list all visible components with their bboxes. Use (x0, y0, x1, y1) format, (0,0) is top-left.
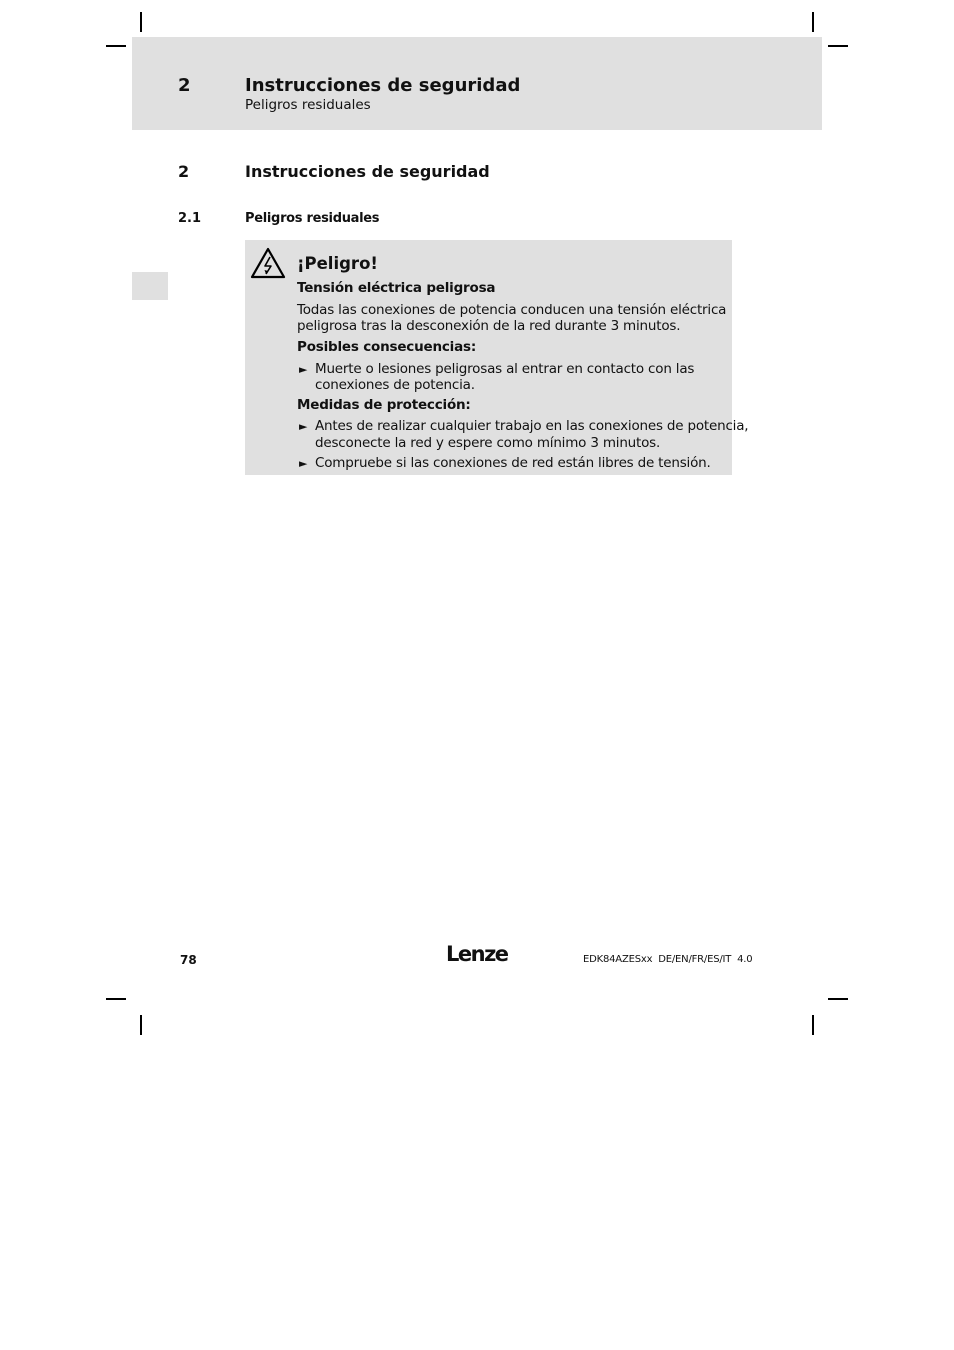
crop-mark-bottom-right-horizontal (828, 998, 848, 1000)
protection-1-line-2: desconecte la red y espere como mínimo 3 minutos. (315, 435, 661, 451)
side-tab-marker (132, 272, 168, 300)
protection-1-line-1: Antes de realizar cualquier trabajo en las conexiones de potencia, (315, 418, 749, 434)
crop-mark-top-right-horizontal (828, 45, 848, 47)
hazard-text-line-2: peligrosa tras la desconexión de la red durante 3 minutos. (297, 318, 681, 334)
header-section-subtitle: Peligros residuales (245, 97, 371, 113)
section-title: Instrucciones de seguridad (245, 162, 490, 181)
section-number: 2 (178, 162, 190, 181)
page-number: 78 (180, 953, 197, 967)
protection-2-line-1: Compruebe si las conexiones de red están libres de tensión. (315, 455, 711, 471)
crop-mark-bottom-left-vertical (140, 1015, 142, 1035)
consequence-1-line-2: conexiones de potencia. (315, 377, 475, 393)
consequences-heading: Posibles consecuencias: (297, 339, 477, 355)
lenze-logo: Lenze (446, 942, 508, 966)
electrical-hazard-icon (250, 247, 286, 279)
subsection-title: Peligros residuales (245, 211, 380, 226)
crop-mark-bottom-left-horizontal (106, 998, 126, 1000)
header-chapter-title: Instrucciones de seguridad (245, 75, 521, 96)
hazard-text-line-1: Todas las conexiones de potencia conducen una tensión eléctrica (297, 302, 727, 318)
header-chapter-number: 2 (178, 75, 191, 96)
crop-mark-top-left-horizontal (106, 45, 126, 47)
crop-mark-bottom-right-vertical (812, 1015, 814, 1035)
crop-mark-top-left-vertical (140, 12, 142, 32)
bullet-arrow-icon: ► (299, 457, 308, 470)
consequence-1-line-1: Muerte o lesiones peligrosas al entrar en contacto con las (315, 361, 695, 377)
danger-title: ¡Peligro! (297, 254, 378, 273)
protection-heading: Medidas de protección: (297, 397, 471, 413)
bullet-arrow-icon: ► (299, 363, 308, 376)
hazard-heading: Tensión eléctrica peligrosa (297, 280, 496, 296)
crop-mark-top-right-vertical (812, 12, 814, 32)
bullet-arrow-icon: ► (299, 420, 308, 433)
document-id: EDK84AZESxx DE/EN/FR/ES/IT 4.0 (583, 954, 753, 965)
subsection-number: 2.1 (178, 211, 202, 226)
